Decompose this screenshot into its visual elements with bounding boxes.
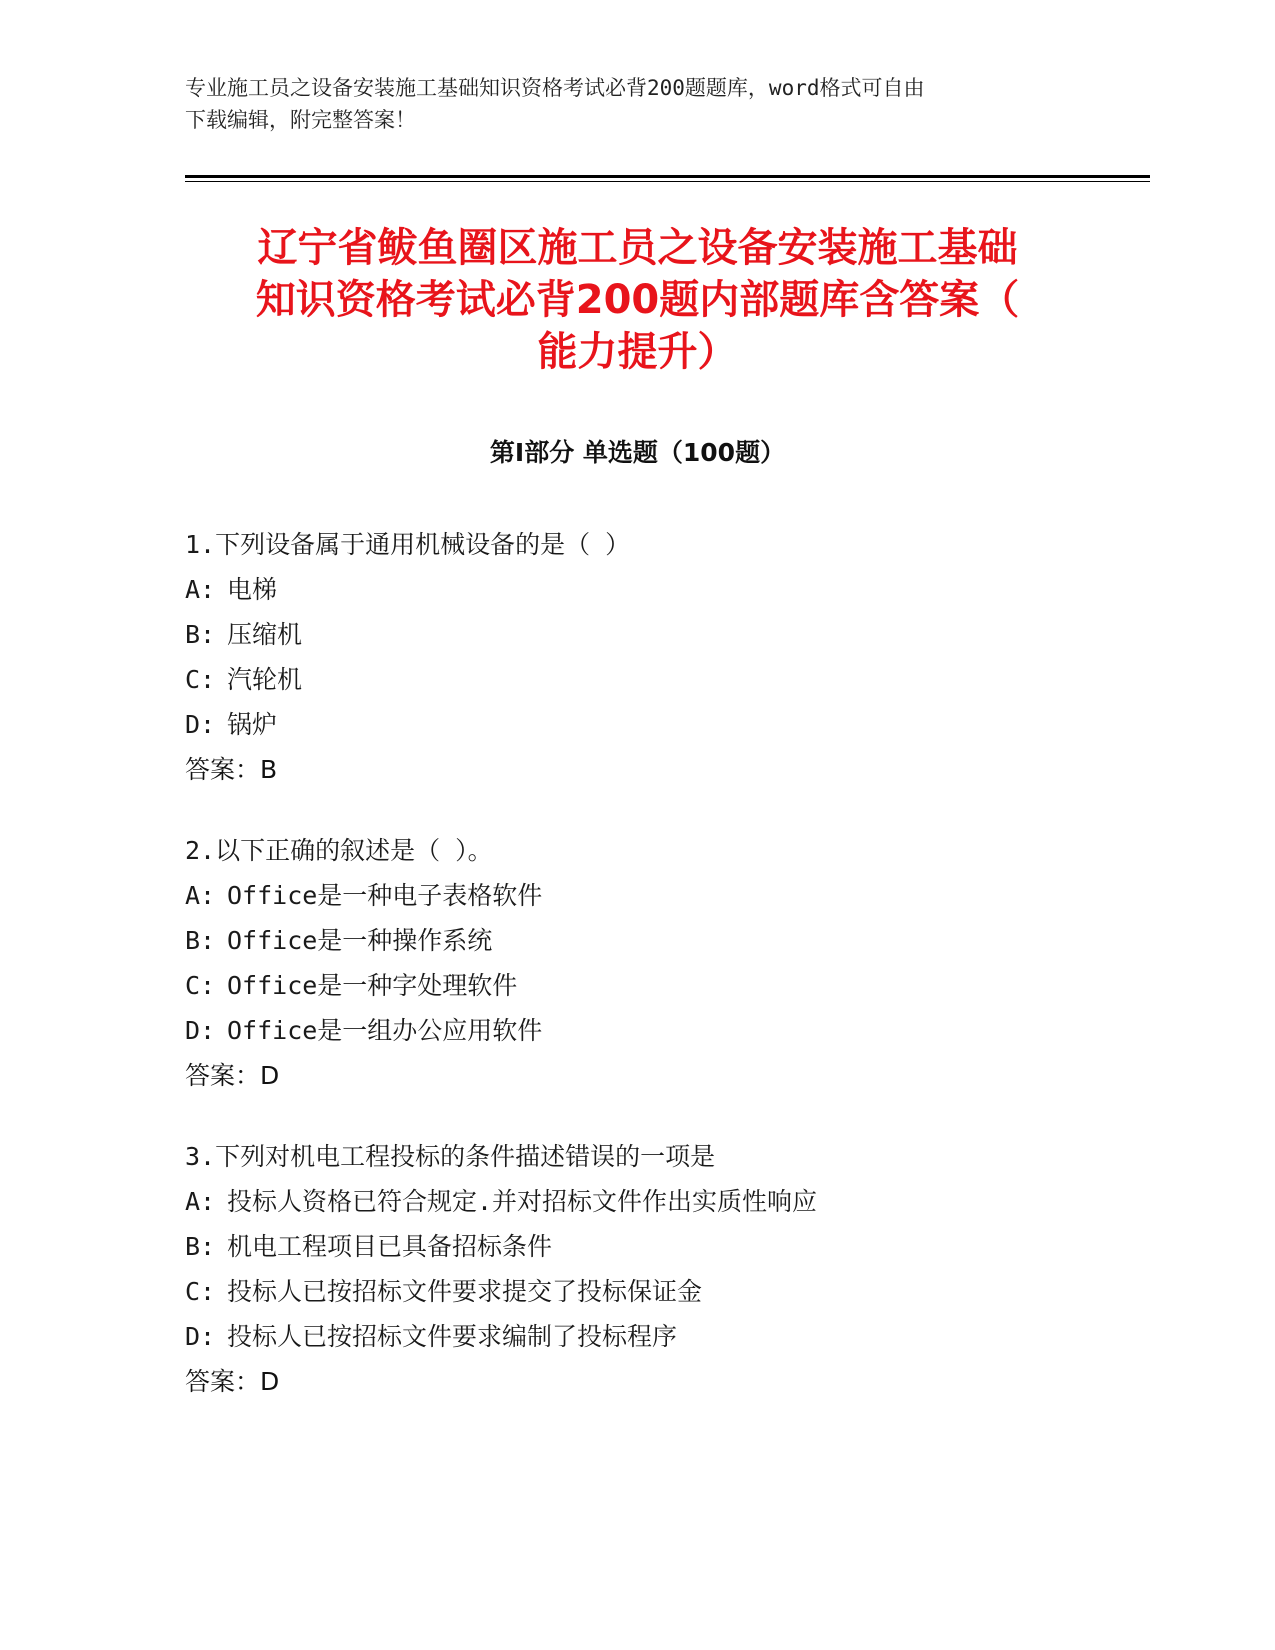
question-3 (185, 1134, 1145, 1404)
answer-text: 答案：D (185, 1367, 280, 1396)
header-divider-thin (185, 181, 1150, 182)
option-letter: B: (185, 1232, 216, 1261)
option-a (185, 1179, 1145, 1224)
option-text: 投标人已按招标文件要求提交了投标保证金 (227, 1277, 703, 1306)
option-b (185, 1224, 1145, 1269)
option-c (185, 657, 1145, 702)
option-letter: B: (185, 620, 216, 649)
option-text: Office是一种字处理软件 (227, 971, 518, 1000)
option-letter: B: (185, 926, 216, 955)
question-stem: 1.下列设备属于通用机械设备的是（ ） (185, 530, 631, 559)
option-b (185, 918, 1145, 963)
header-divider-thick (185, 175, 1150, 178)
section-heading: 第Ⅰ部分 单选题（100题） (489, 438, 786, 467)
title-line-3: 能力提升） (537, 329, 738, 375)
option-text: 电梯 (227, 575, 278, 604)
option-text: Office是一组办公应用软件 (227, 1016, 543, 1045)
question-2 (185, 828, 1145, 1098)
option-d (185, 1314, 1145, 1359)
option-text: Office是一种电子表格软件 (227, 881, 543, 910)
option-letter: A: (185, 881, 216, 910)
question-stem: 2.以下正确的叙述是（ ）。 (185, 836, 493, 865)
option-letter: A: (185, 1187, 216, 1216)
option-text: 汽轮机 (227, 665, 303, 694)
option-a (185, 873, 1145, 918)
option-d (185, 1008, 1145, 1053)
option-d (185, 702, 1145, 747)
question-list (185, 522, 1145, 1440)
option-text: 投标人已按招标文件要求编制了投标程序 (227, 1322, 678, 1351)
document-title (160, 222, 1115, 378)
header-note-line-1: 专业施工员之设备安装施工基础知识资格考试必背200题题库，word格式可自由 (185, 76, 925, 100)
option-text: 投标人资格已符合规定.并对招标文件作出实质性响应 (227, 1187, 818, 1216)
option-b (185, 612, 1145, 657)
header-note (185, 72, 1065, 136)
option-text: Office是一种操作系统 (227, 926, 493, 955)
title-line-1: 辽宁省鲅鱼圈区施工员之设备安装施工基础 (257, 225, 1018, 271)
option-text: 机电工程项目已具备招标条件 (227, 1232, 553, 1261)
option-c (185, 963, 1145, 1008)
answer-text: 答案：B (185, 755, 278, 784)
option-text: 压缩机 (227, 620, 303, 649)
title-line-2: 知识资格考试必背200题内部题库含答案（ (255, 277, 1020, 323)
option-letter: D: (185, 1016, 216, 1045)
option-text: 锅炉 (227, 710, 278, 739)
option-letter: A: (185, 575, 216, 604)
question-stem: 3.下列对机电工程投标的条件描述错误的一项是 (185, 1142, 716, 1171)
option-a (185, 567, 1145, 612)
option-letter: C: (185, 1277, 216, 1306)
option-letter: D: (185, 710, 216, 739)
option-letter: C: (185, 971, 216, 1000)
header-note-line-2: 下载编辑，附完整答案！ (185, 108, 416, 132)
question-1 (185, 522, 1145, 792)
option-c (185, 1269, 1145, 1314)
option-letter: D: (185, 1322, 216, 1351)
option-letter: C: (185, 665, 216, 694)
answer-text: 答案：D (185, 1061, 280, 1090)
